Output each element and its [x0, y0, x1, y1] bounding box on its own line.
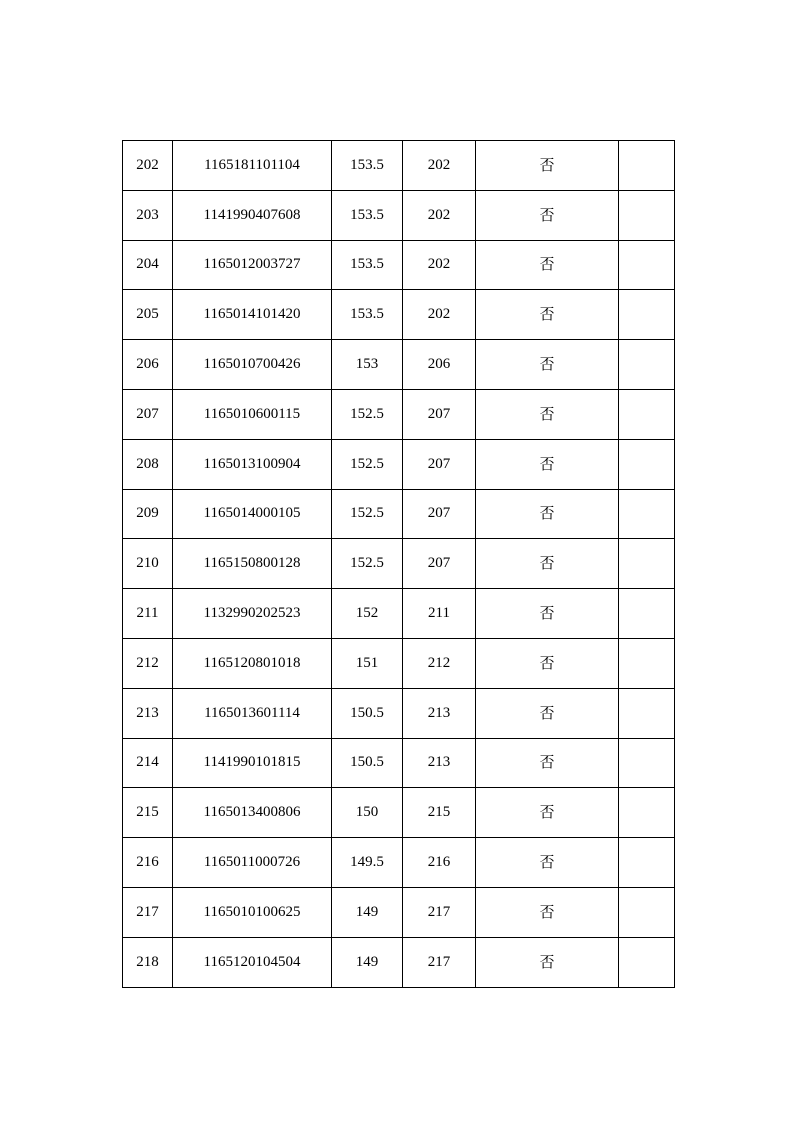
cell-score: 149	[332, 887, 403, 937]
cell-exam-id: 1165010700426	[173, 340, 332, 390]
cell-rank: 211	[403, 589, 476, 639]
cell-flag: 否	[476, 340, 619, 390]
table-row	[123, 688, 675, 738]
cell-exam-id: 1165181101104	[173, 141, 332, 191]
cell-rank: 212	[403, 638, 476, 688]
cell-flag: 否	[476, 489, 619, 539]
cell-rank: 217	[403, 937, 476, 987]
cell-seq: 209	[123, 489, 173, 539]
cell-score: 151	[332, 638, 403, 688]
cell-exam-id: 1141990407608	[173, 190, 332, 240]
cell-note	[619, 439, 675, 489]
cell-exam-id: 1165012003727	[173, 240, 332, 290]
cell-seq: 207	[123, 389, 173, 439]
cell-flag: 否	[476, 539, 619, 589]
cell-note	[619, 389, 675, 439]
table-row	[123, 439, 675, 489]
cell-seq: 206	[123, 340, 173, 390]
cell-exam-id: 1165010600115	[173, 389, 332, 439]
cell-seq: 215	[123, 788, 173, 838]
table-row	[123, 788, 675, 838]
cell-score: 153	[332, 340, 403, 390]
cell-exam-id: 1165120801018	[173, 638, 332, 688]
cell-score: 152.5	[332, 389, 403, 439]
cell-exam-id: 1165014101420	[173, 290, 332, 340]
cell-flag: 否	[476, 688, 619, 738]
cell-rank: 215	[403, 788, 476, 838]
cell-flag: 否	[476, 638, 619, 688]
cell-rank: 202	[403, 190, 476, 240]
cell-seq: 204	[123, 240, 173, 290]
cell-flag: 否	[476, 738, 619, 788]
cell-note	[619, 887, 675, 937]
cell-exam-id: 1165013100904	[173, 439, 332, 489]
cell-score: 150.5	[332, 688, 403, 738]
cell-note	[619, 290, 675, 340]
table-row	[123, 190, 675, 240]
cell-note	[619, 190, 675, 240]
cell-score: 149	[332, 937, 403, 987]
cell-flag: 否	[476, 937, 619, 987]
cell-score: 153.5	[332, 290, 403, 340]
cell-score: 153.5	[332, 190, 403, 240]
cell-exam-id: 1165014000105	[173, 489, 332, 539]
cell-note	[619, 589, 675, 639]
table-row	[123, 141, 675, 191]
cell-rank: 213	[403, 688, 476, 738]
cell-exam-id: 1165013400806	[173, 788, 332, 838]
table-row	[123, 340, 675, 390]
cell-exam-id: 1165120104504	[173, 937, 332, 987]
cell-rank: 216	[403, 838, 476, 888]
score-table	[122, 140, 675, 988]
table-row	[123, 838, 675, 888]
cell-seq: 203	[123, 190, 173, 240]
table-row	[123, 589, 675, 639]
cell-flag: 否	[476, 887, 619, 937]
cell-rank: 207	[403, 439, 476, 489]
cell-seq: 212	[123, 638, 173, 688]
cell-note	[619, 738, 675, 788]
cell-rank: 207	[403, 489, 476, 539]
cell-note	[619, 141, 675, 191]
table-row	[123, 290, 675, 340]
cell-score: 152.5	[332, 489, 403, 539]
cell-note	[619, 539, 675, 589]
cell-exam-id: 1165011000726	[173, 838, 332, 888]
cell-score: 153.5	[332, 141, 403, 191]
cell-flag: 否	[476, 389, 619, 439]
cell-seq: 210	[123, 539, 173, 589]
cell-score: 150.5	[332, 738, 403, 788]
cell-rank: 202	[403, 240, 476, 290]
cell-seq: 216	[123, 838, 173, 888]
cell-flag: 否	[476, 838, 619, 888]
cell-seq: 217	[123, 887, 173, 937]
cell-note	[619, 638, 675, 688]
cell-exam-id: 1165010100625	[173, 887, 332, 937]
cell-rank: 202	[403, 141, 476, 191]
table-row	[123, 389, 675, 439]
cell-flag: 否	[476, 141, 619, 191]
cell-rank: 217	[403, 887, 476, 937]
cell-rank: 207	[403, 389, 476, 439]
cell-rank: 207	[403, 539, 476, 589]
cell-rank: 206	[403, 340, 476, 390]
cell-seq: 202	[123, 141, 173, 191]
table-row	[123, 887, 675, 937]
cell-score: 152.5	[332, 539, 403, 589]
cell-note	[619, 937, 675, 987]
cell-flag: 否	[476, 589, 619, 639]
table-row	[123, 240, 675, 290]
cell-rank: 202	[403, 290, 476, 340]
table-row	[123, 738, 675, 788]
cell-note	[619, 489, 675, 539]
cell-seq: 218	[123, 937, 173, 987]
cell-seq: 205	[123, 290, 173, 340]
cell-rank: 213	[403, 738, 476, 788]
cell-note	[619, 838, 675, 888]
cell-flag: 否	[476, 290, 619, 340]
cell-score: 153.5	[332, 240, 403, 290]
cell-note	[619, 340, 675, 390]
table-row	[123, 489, 675, 539]
table-body	[123, 141, 675, 988]
cell-exam-id: 1165013601114	[173, 688, 332, 738]
cell-score: 149.5	[332, 838, 403, 888]
cell-seq: 213	[123, 688, 173, 738]
cell-seq: 211	[123, 589, 173, 639]
cell-exam-id: 1141990101815	[173, 738, 332, 788]
cell-flag: 否	[476, 240, 619, 290]
cell-score: 152.5	[332, 439, 403, 489]
cell-note	[619, 240, 675, 290]
cell-flag: 否	[476, 439, 619, 489]
cell-note	[619, 688, 675, 738]
cell-exam-id: 1165150800128	[173, 539, 332, 589]
cell-flag: 否	[476, 190, 619, 240]
table-row	[123, 638, 675, 688]
cell-note	[619, 788, 675, 838]
cell-seq: 214	[123, 738, 173, 788]
cell-exam-id: 1132990202523	[173, 589, 332, 639]
cell-seq: 208	[123, 439, 173, 489]
table-row	[123, 539, 675, 589]
cell-score: 152	[332, 589, 403, 639]
table-row	[123, 937, 675, 987]
cell-flag: 否	[476, 788, 619, 838]
cell-score: 150	[332, 788, 403, 838]
